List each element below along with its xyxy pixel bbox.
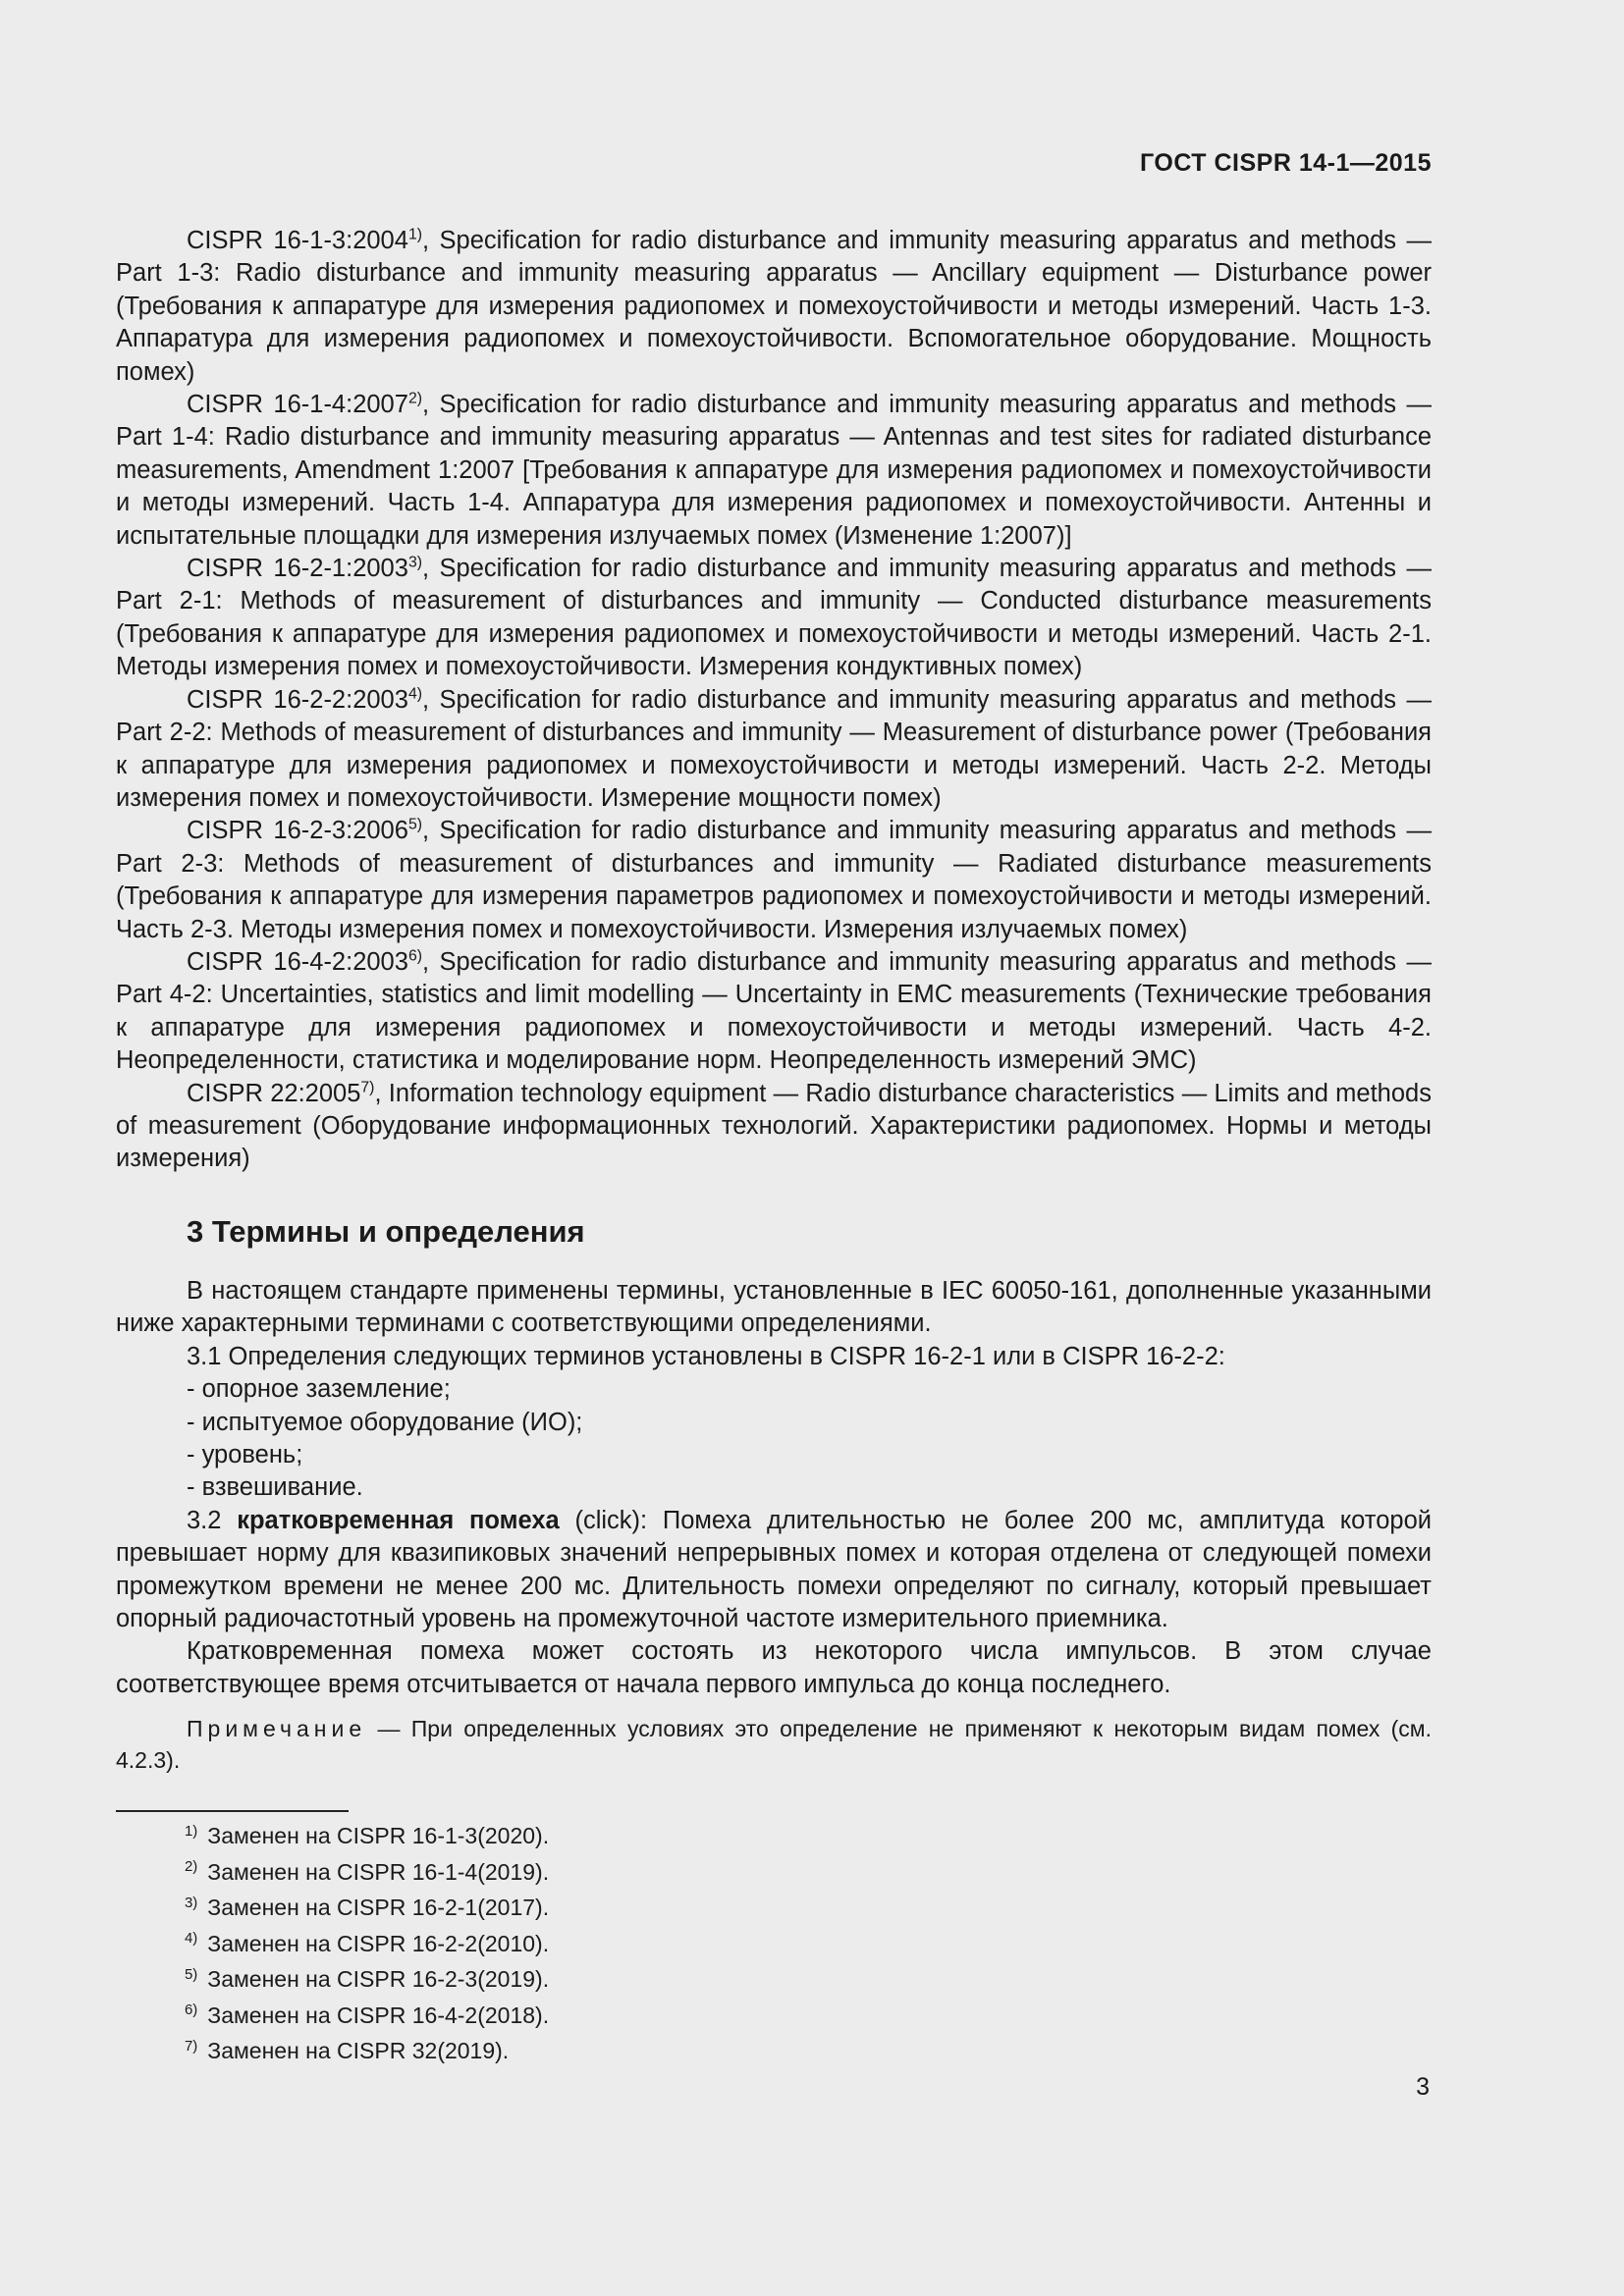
footnote-mark: 3) [407,554,422,571]
reference-item [116,1078,1432,1176]
footnote-text: Заменен на CISPR 16-2-3(2019). [207,1966,550,1992]
reference-text: , Specification for radio disturbance and immunity measuring apparatus and methods — Part 2-2: Methods of measurement of disturbances and immunity — Measurement of disturbance power (Требования к аппаратуре для измерения радиопомех и помехоустойчивости и методы измерений. Часть 2-2. Методы измерения помех и помехоустойчивости. Измерение мощности помех) [116,685,1433,812]
reference-text: , Specification for radio disturbance and immunity measuring apparatus and methods — Part 2-3: Methods of measurement of disturbances and immunity — Radiated disturbance measurements (Требования к аппаратуре для измерения параметров радиопомех и помехоустойчивости и методы измерений. Часть 2-3. Методы измерения помех и помехоустойчивости. Измерения излучаемых помех) [116,817,1433,943]
clause-3-1: 3.1 Определения следующих терминов установлены в CISPR 16-2-1 или в CISPR 16-2-2: [187,1342,1225,1370]
reference-item [116,225,1432,389]
note [116,1713,1432,1776]
footnote-mark: 4) [407,685,422,703]
term-list-item: - испытуемое оборудование (ИО); [187,1408,583,1436]
page-number: 3 [1416,2073,1430,2101]
footnote-mark: 1) [407,226,422,243]
footnote [185,1854,549,1891]
term-list-item: - уровень; [187,1441,303,1469]
reference-text: , Specification for radio disturbance and immunity measuring apparatus and methods — Part 4-2: Uncertainties, statistics and limit modelling — Uncertainty in EMC measurements (Технические требования к аппаратуре для измерения радиопомех и помехоустойчивости и методы измерений. Часть 4-2. Неопределенности, статистика и моделирование норм. Неопределенность измерений ЭМС) [116,947,1433,1075]
note-text: — При определенных условиях это определение не применяют к некоторым видам помех (см. 4.2.3). [116,1716,1432,1773]
footnote [185,2033,549,2069]
document-code-header: ГОСТ CISPR 14-1—2015 [1140,149,1432,177]
footnote-mark: 1) [185,1822,198,1840]
reference-item [116,815,1432,946]
reference-item [116,553,1432,684]
footnote-text: Заменен на CISPR 32(2019). [207,2038,510,2063]
footnote-mark: 7) [360,1079,375,1096]
footnote-mark: 5) [407,816,422,833]
footnote [185,1926,549,1962]
footnote-mark: 6) [407,947,422,965]
reference-code: CISPR 16-2-2:2003 [187,685,408,714]
footnote [185,1818,549,1854]
note-label: Примечание [187,1716,367,1741]
reference-code: CISPR 16-1-3:2004 [187,227,408,254]
reference-code: CISPR 16-4-2:2003 [187,947,408,976]
normative-references [116,225,1432,1176]
footnote-separator [116,1810,349,1812]
footnote-text: Заменен на CISPR 16-1-4(2019). [207,1858,550,1885]
clause-3-2-continuation: Кратковременная помеха может состоять из некоторого числа импульсов. В этом случае соответствующее время отсчитывается от начала первого импульса до конца последнего. [116,1637,1432,1698]
reference-text: , Specification for radio disturbance and immunity measuring apparatus and methods — Part 1-3: Radio disturbance and immunity measuring apparatus — Ancillary equipment — Disturbance power (Требования к аппаратуре для измерения радиопомех и помехоустойчивости и методы измерений. Часть 1-3. Аппаратура для измерения радиопомех и помехоустойчивости. Вспомогательное оборудование. Мощность помех) [116,227,1433,386]
reference-code: CISPR 16-2-1:2003 [187,555,408,583]
footnote [185,1890,549,1926]
reference-text: , Specification for radio disturbance and immunity measuring apparatus and methods — Part 1-4: Radio disturbance and immunity measuring apparatus — Antennas and test sites for radiated disturbance measurements, Amendment 1:2007 [Требования к аппаратуре для измерения радиопомех и помехоустойчивости и методы измерений. Часть 1-4. Аппаратура для измерения радиопомех и помехоустойчивости. Антенны и испытательные площадки для измерения излучаемых помех (Изменение 1:2007)] [116,391,1433,550]
footnote-mark: 2) [185,1858,198,1876]
footnote-text: Заменен на CISPR 16-1-3(2020). [207,1823,550,1848]
footnote-mark: 6) [185,2002,198,2019]
clause-number: 3.2 [187,1506,238,1534]
reference-item [116,389,1432,553]
footnote [185,1961,549,1998]
reference-item [116,946,1432,1078]
footnote-mark: 4) [185,1930,198,1948]
reference-code: CISPR 16-1-4:2007 [187,391,408,419]
reference-text: , Information technology equipment — Radio disturbance characteristics — Limits and methods of measurement (Оборудование информационных технологий. Характеристики радиопомех. Нормы и методы измерения) [116,1079,1432,1173]
definition-text: (click): Помеха длительностью не более 200 мс, амплитуда которой превышает норму для квазипиковых значений непрерывных помех и которая отделена от следующей помехи промежутком времени не менее 200 мс. Длительность помехи определяют по сигналу, который превышает опорный радиочастотный уровень на промежуточной частоте измерительного приемника. [116,1506,1432,1633]
reference-code: CISPR 16-2-3:2006 [187,817,408,845]
term-list-item: - опорное заземление; [187,1375,451,1404]
terms-section [116,1275,1432,1701]
footnote-text: Заменен на CISPR 16-4-2(2018). [207,2002,550,2028]
section-heading: 3 Термины и определения [187,1214,585,1249]
footnote [185,1998,549,2034]
footnote-text: Заменен на CISPR 16-2-2(2010). [207,1930,550,1956]
footnote-mark: 2) [407,390,422,407]
footnote-text: Заменен на CISPR 16-2-1(2017). [207,1895,550,1920]
term-list-item: - взвешивание. [187,1473,363,1502]
reference-code: CISPR 22:2005 [187,1079,361,1107]
footnote-mark: 7) [185,2037,198,2055]
reference-text: , Specification for radio disturbance and immunity measuring apparatus and methods — Part 2-1: Methods of measurement of disturbances and immunity — Conducted disturbance measurements (Требования к аппаратуре для измерения радиопомех и помехоустойчивости и методы измерений. Часть 2-1. Методы измерения помех и помехоустойчивости. Измерения кондуктивных помех) [116,555,1433,681]
defined-term: кратковременная помеха [237,1506,560,1534]
footnotes [185,1818,549,2069]
footnote-mark: 3) [185,1894,198,1911]
clause-3-2 [116,1505,1432,1636]
footnote-mark: 5) [185,1965,198,1983]
section-intro: В настоящем стандарте применены термины, установленные в IEC 60050-161, дополненные указанными ниже характерными терминами с соответствующими определениями. [116,1277,1432,1338]
reference-item [116,684,1432,816]
